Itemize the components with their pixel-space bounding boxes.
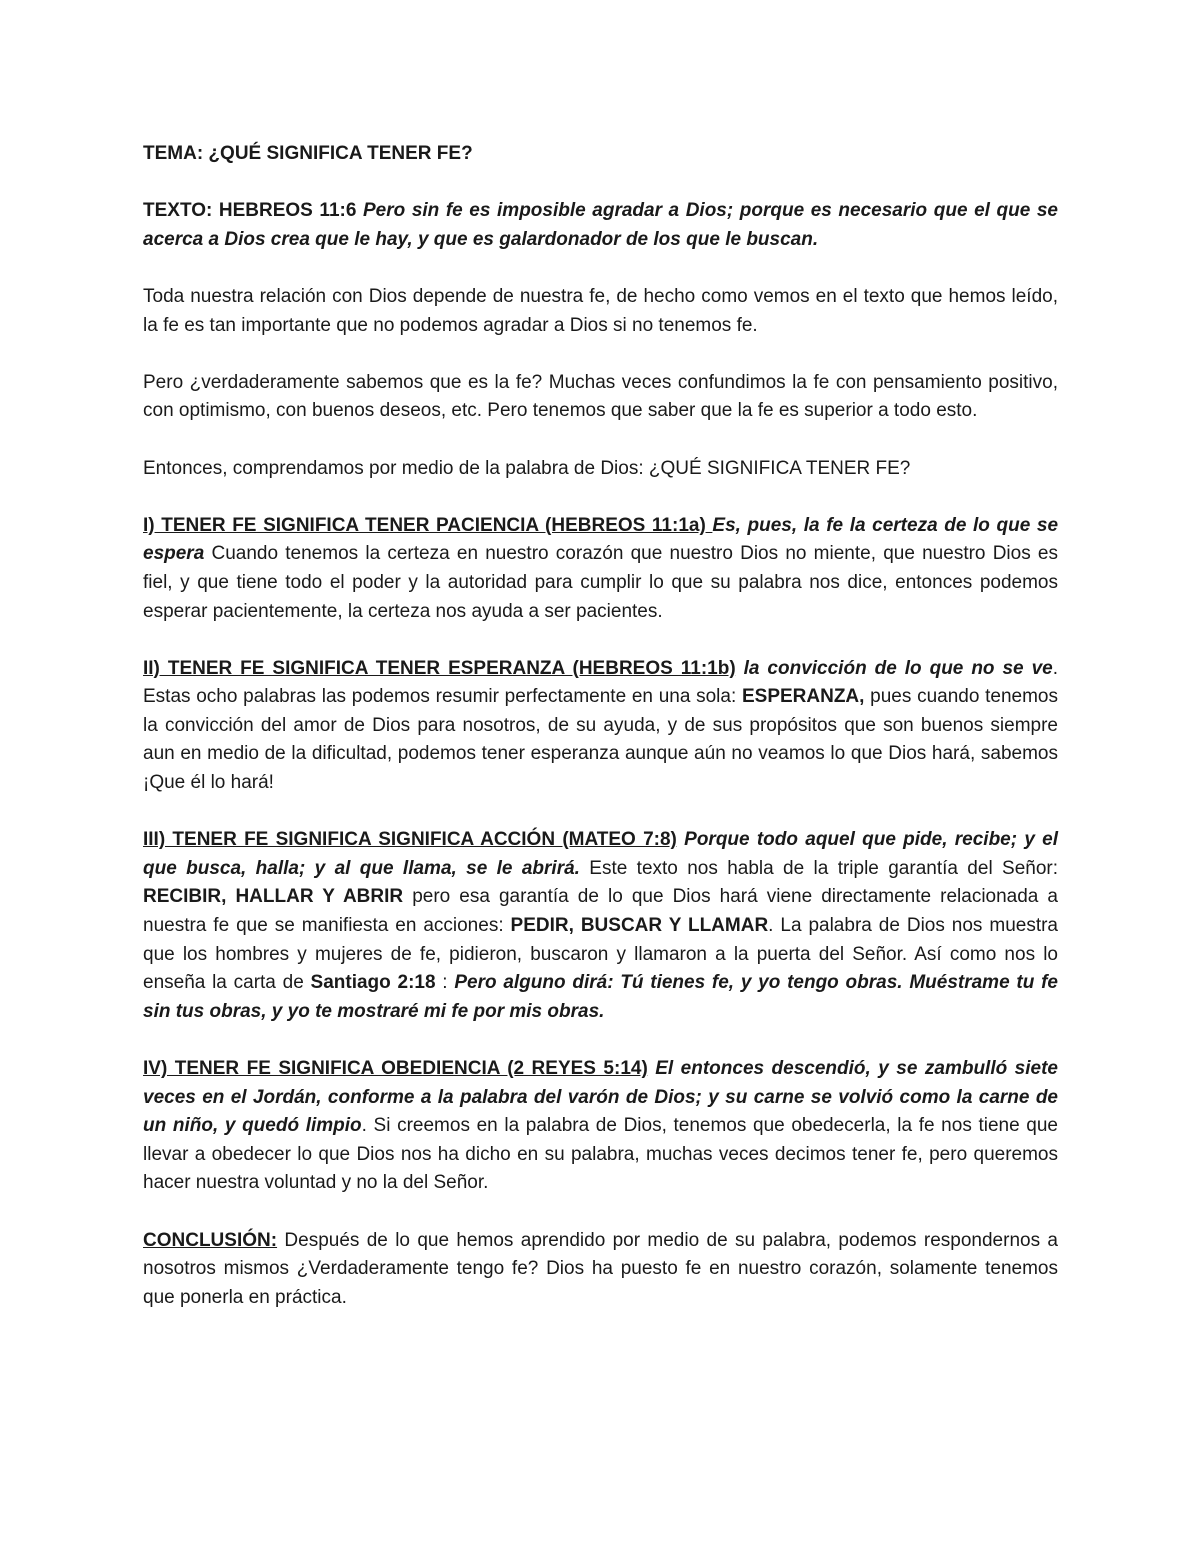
section-3-quote: Pero alguno dirá: Tú tienes fe, y yo tengo obras. Muéstrame tu fe sin tus obras, y yo te mostraré mi fe por mis obras. xyxy=(143,972,1058,1022)
tema-text: TEMA: ¿QUÉ SIGNIFICA TENER FE? xyxy=(143,143,473,164)
section-2-body-2: pues cuando tenemos la convicción del amor de Dios para nosotros, de su ayuda, y de sus propósitos que son buenos siempre aun en medio de la dificultad, podemos tener esperanza aunque aún no veamos lo que Dios hará, sabemos ¡Que él lo hará! xyxy=(143,686,1058,794)
section-4-body: . Si creemos en la palabra de Dios, tenemos que obedecerla, la fe nos tiene que llevar a obedecer lo que Dios nos ha dicho en su palabra, muchas veces decimos tener fe, pero queremos hacer nuestra voluntad y no la del Señor. xyxy=(143,1115,1058,1194)
section-2-heading: II) TENER FE SIGNIFICA TENER ESPERANZA (HEBREOS 11:1b) xyxy=(143,657,736,679)
intro-paragraph-2: Pero ¿verdaderamente sabemos que es la fe? Muchas veces confundimos la fe con pensamiento positivo, con optimismo, con buenos deseos, etc. Pero tenemos que saber que la fe es superior a todo esto. xyxy=(143,371,1058,422)
section-3-body-4: : xyxy=(435,972,455,994)
section-3-keyword-2: PEDIR, BUSCAR Y LLAMAR xyxy=(510,915,769,937)
section-2-verse: la convicción de lo que no se ve xyxy=(735,657,1053,679)
texto-label: TEXTO: HEBREOS 11:6 xyxy=(143,200,363,222)
section-3-reference: Santiago 2:18 xyxy=(310,972,436,994)
intro-paragraph-3: Entonces, comprendamos por medio de la palabra de Dios: ¿QUÉ SIGNIFICA TENER FE? xyxy=(143,457,911,479)
section-3-body-1: Este texto nos habla de la triple garantía del Señor: xyxy=(579,857,1058,879)
section-3-paragraph xyxy=(143,826,1058,1026)
section-4-verse: El entonces descendió, y se zambulló siete veces en el Jordán, conforme a la palabra del varón de Dios; y su carne se volvió como la carne de un niño, y quedó limpio xyxy=(143,1058,1058,1137)
section-1-heading: I) TENER FE SIGNIFICA TENER PACIENCIA (HEBREOS 11:1a) xyxy=(143,514,713,536)
section-3-body-3: . La palabra de Dios nos muestra que los hombres y mujeres de fe, pidieron, buscaron y llamaron a la puerta del Señor. Así como nos lo enseña la carta de xyxy=(143,915,1058,994)
section-2-keyword: ESPERANZA, xyxy=(741,686,865,708)
section-2-paragraph xyxy=(143,655,1058,798)
texto-paragraph xyxy=(143,197,1058,254)
section-2-body-1: . Estas ocho palabras las podemos resumir perfectamente en una sola: xyxy=(143,657,1058,708)
conclusion-paragraph xyxy=(143,1227,1058,1313)
section-4-heading: IV) TENER FE SIGNIFICA OBEDIENCIA (2 REYES 5:14) xyxy=(143,1058,648,1079)
section-1-paragraph xyxy=(143,512,1058,626)
section-4-paragraph xyxy=(143,1055,1058,1198)
intro-paragraph-1: Toda nuestra relación con Dios depende de nuestra fe, de hecho como vemos en el texto que hemos leído, la fe es tan importante que no podemos agradar a Dios si no tenemos fe. xyxy=(143,285,1058,336)
tema-heading xyxy=(143,140,1058,169)
document-page xyxy=(143,140,1058,1341)
section-3-body-2: pero esa garantía de lo que Dios hará viene directamente relacionada a nuestra fe que se manifiesta en acciones: xyxy=(143,886,1059,937)
section-3-verse: Porque todo aquel que pide, recibe; y el que busca, halla; y al que llama, se le abrirá. xyxy=(143,829,1058,879)
section-3-heading: III) TENER FE SIGNIFICA SIGNIFICA ACCIÓN (MATEO 7:8) xyxy=(143,829,677,851)
conclusion-body: Después de lo que hemos aprendido por medio de su palabra, podemos respondernos a nosotros mismos ¿Verdaderamente tengo fe? Dios ha puesto fe en nuestro corazón, solamente tenemos que ponerla en práctica. xyxy=(143,1229,1058,1308)
section-1-verse: Es, pues, la fe la certeza de lo que se espera xyxy=(143,514,1059,565)
section-3-keyword-1: RECIBIR, HALLAR Y ABRIR xyxy=(143,886,404,908)
texto-verse: Pero sin fe es imposible agradar a Dios; porque es necesario que el que se acerca a Dios crea que le hay, y que es galardonador de los que le buscan. xyxy=(143,200,1058,250)
conclusion-heading: CONCLUSIÓN: xyxy=(143,1229,278,1251)
section-1-body: Cuando tenemos la certeza en nuestro corazón que nuestro Dios no miente, que nuestro Dios es fiel, y que tiene todo el poder y la autoridad para cumplir lo que su palabra nos dice, entonces podemos esperar pacientemente, la certeza nos ayuda a ser pacientes. xyxy=(143,543,1058,622)
